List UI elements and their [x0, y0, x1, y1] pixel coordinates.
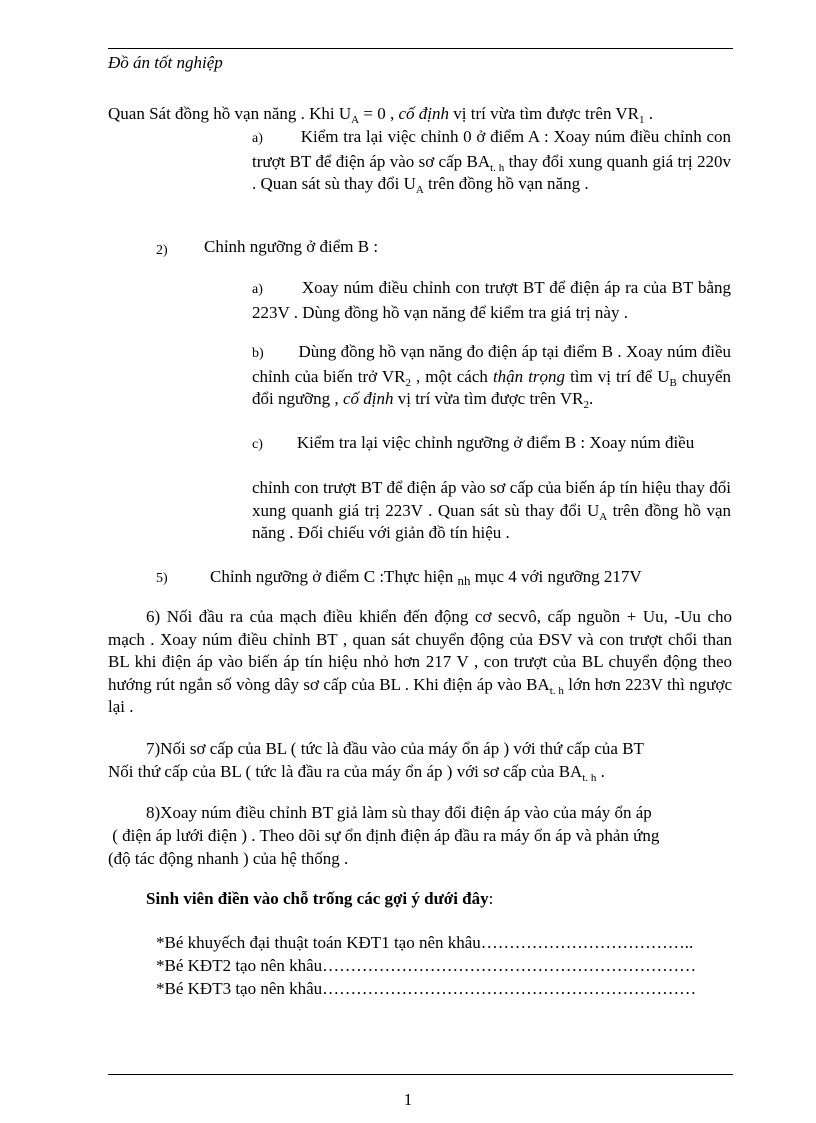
step-5-text: Chỉnh ngưỡng ở điểm C :Thực hiện nh mục 4 với ngưỡng 217V: [210, 567, 642, 588]
item-2c-first-line: c) Kiểm tra lại việc chỉnh ngưỡng ở điểm B : Xoay núm điều: [252, 433, 695, 452]
step-8-line-1: 8)Xoay núm điều chỉnh BT giả làm sù thay đổi điện áp vào của máy ổn áp: [146, 803, 652, 822]
item-1a: a) Kiểm tra lại việc chỉnh 0 ở điểm A : Xoay núm điều chỉnh con trượt BT để điện áp vào sơ cấp $BA_{t. h}$ thay đổi xung quanh giá trị 220v . Quan sát sù thay đổi $U_A$ trên đồng hồ vạn năng .: [252, 127, 731, 196]
item-2a-label: a): [252, 282, 263, 297]
step-7-line-2: Nối thứ cấp của BL ( tức là đầu ra của máy ổn áp ) với sơ cấp của $BA_{t. h}$ .: [108, 762, 605, 784]
header-rule: [108, 48, 733, 49]
item-2a: a) Xoay núm điều chỉnh con trượt BT để điện áp ra của BT bằng 223V . Dùng đồng hồ vạn năng để kiểm tra giá trị này .: [252, 278, 731, 322]
footer-rule: [108, 1074, 733, 1075]
exercise-item: *Bé khuyếch đại thuật toán KĐT1 tạo nên khâu………………………………..: [156, 933, 694, 952]
item-2b-label: b): [252, 346, 264, 361]
step-5-label: 5): [156, 571, 168, 586]
step-8-line-3: (độ tác động nhanh ) của hệ thống .: [108, 849, 349, 868]
step-8-line-2: ( điện áp lưới điện ) . Theo dõi sự ổn định điện áp đầu ra máy ổn áp và phản ứng: [108, 826, 660, 845]
step-2-title: Chỉnh ngưỡng ở điểm B :: [204, 237, 379, 256]
item-1a-label: a): [252, 131, 263, 146]
exercise-item: *Bé KĐT3 tạo nên khâu…………………………………………………………: [156, 979, 697, 998]
step-2-label: 2): [156, 243, 168, 258]
exercise-heading: Sinh viên điền vào chỗ trống các gợi ý dưới đây:: [146, 889, 494, 908]
header-title: Đồ án tốt nghiệp: [108, 53, 223, 72]
item-2c-body: chỉnh con trượt BT để điện áp vào sơ cấp của biến áp tín hiệu thay đổi xung quanh giá trị 223V . Quan sát sù thay đổi $U_A$ trên đồng hồ vạn năng . Đối chiếu với giản đồ tín hiệu .: [252, 478, 731, 542]
intro-paragraph: Quan Sát đồng hồ vạn năng . Khi $U_A = 0$ , cố định vị trí vừa tìm được trên $VR_1$ .: [108, 104, 653, 126]
step-7-line-1: 7)Nối sơ cấp của BL ( tức là đầu vào của máy ổn áp ) với thứ cấp của BT: [146, 739, 644, 758]
item-2c-label: c): [252, 437, 263, 452]
page-number: 1: [403, 1090, 413, 1109]
step-6-paragraph: 6) Nối đầu ra của mạch điều khiển đến động cơ secvô, cấp nguồn + Uu, -Uu cho mạch . Xoay núm điều chỉnh BT , quan sát chuyển động của ĐSV và con trượt chổi than BL khi điện áp vào biến áp tín hiệu nhỏ hơn 217 V , con trượt của BL chuyển động theo hướng rút ngắn số vòng dây sơ cấp của BL . Khi điện áp vào $BA_{t. h}$ lớn hơn 223V thì ngược lại .: [108, 607, 733, 716]
item-2b: b) Dùng đồng hồ vạn năng đo điện áp tại điểm B . Xoay núm điều chỉnh của biến trở $VR_2$ , một cách thận trọng tìm vị trí để $U_B$ chuyển đổi ngưỡng , cố định vị trí vừa tìm được trên $VR_2$.: [252, 342, 732, 411]
exercise-item: *Bé KĐT2 tạo nên khâu…………………………………………………………: [156, 956, 697, 975]
